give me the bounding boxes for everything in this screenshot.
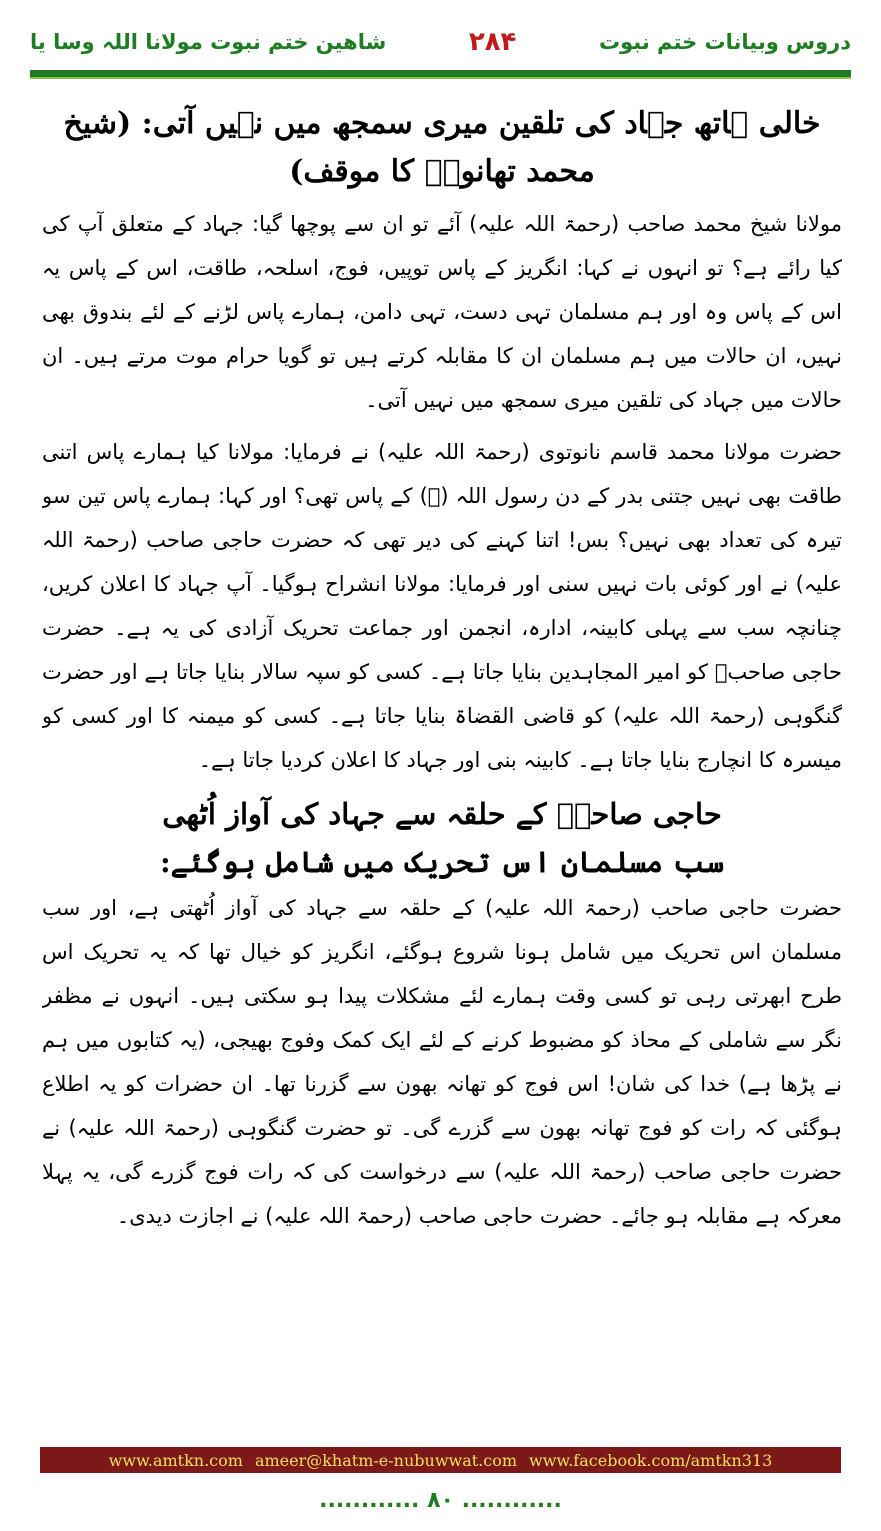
paragraph: حضرت مولانا محمد قاسم نانوتوی (رحمۃ اللہ علیہ) نے فرمایا: مولانا کیا ہمارے پاس اتنی طاقت بھی نہیں جتنی بدر کے دن رسول اللہ (ﷺ) کے پاس تھی؟ اور کہا: ہمارے پاس تین سو تیرہ کی تعداد بھی نہیں؟ بس! اتنا کہنے کی دیر تھی کہ حضرت حاجی صاحب (رحمۃ اللہ علیہ) نے اور کوئی بات نہیں سنی اور فرمایا: مولانا انشراح ہوگیا۔ آپ جہاد کا اعلان کریں، چنانچہ سب سے پہلی کابینہ، ادارہ، انجمن اور جماعت تحریک آزادی کی یہ ہے۔ حضرت حاجی صاحبؒ کو امیر المجاہدین بنایا جاتا ہے۔ کسی کو سپہ سالار بنایا جاتا ہے اور حضرت گنگوہی (رحمۃ اللہ علیہ) کو قاضی القضاۃ بنایا جاتا ہے۔ کسی کو میمنہ کا اور کسی کو میسرہ کا انچارج بنایا جاتا ہے۔ کابینہ بنی اور جہاد کا اعلان کردیا جاتا ہے۔ xyxy=(42,440,842,772)
footer-bar xyxy=(40,1447,841,1473)
facebook-link[interactable]: www.facebook.com/amtkn313 xyxy=(529,1450,773,1470)
paragraph: حضرت حاجی صاحب (رحمۃ اللہ علیہ) کے حلقہ سے جہاد کی آواز اُٹھتی ہے، اور سب مسلمان اس تحریک میں شامل ہونا شروع ہوگئے، انگریز کو خیال تھا کہ یہ تحریک اس طرح ابھرتی رہی تو کسی وقت ہمارے لئے مشکلات پیدا ہو سکتی ہیں۔ انہوں نے مظفر نگر سے شاملی کے محاذ کو مضبوط کرنے کے لئے ایک کمک وفوج بھیجی، (یہ کتابوں میں ہم نے پڑھا ہے) خدا کی شان! اس فوج کو تھانہ بھون سے گزرنا تھا۔ ان حضرات کو یہ اطلاع ہوگئی کہ رات کو فوج تھانہ بھون سے گزرے گی۔ تو حضرت گنگوہی (رحمۃ اللہ علیہ) نے حضرت حاجی صاحب (رحمۃ اللہ علیہ) سے درخواست کی کہ رات فوج گزرے گی، یہ پہلا معرکہ ہے مقابلہ ہو جائے۔ حضرت حاجی صاحب (رحمۃ اللہ علیہ) نے اجازت دیدی۔ xyxy=(42,896,842,1228)
sub-heading-line-2: سب مسلمان اس تحریک میں شامل ہوگئے: xyxy=(159,845,725,879)
book-title: دروس وبیانات ختم نبوت xyxy=(599,30,851,54)
header-divider xyxy=(30,70,851,79)
section-heading: خالی ہاتھ جہاد کی تلقین میری سمجھ میں نہیں آتی: (شیخ محمد تھانویؒ کا موقف) xyxy=(63,106,821,189)
author-name: شاھین ختم نبوت مولانا اللہ وسا یا xyxy=(30,30,387,54)
page-header xyxy=(30,22,851,62)
book-page-number: ۲۸۴ xyxy=(468,27,517,57)
website-link[interactable]: www.amtkn.com xyxy=(108,1450,243,1470)
email-link[interactable]: ameer@khatm-e-nubuwwat.com xyxy=(254,1450,518,1470)
page-body xyxy=(42,100,842,1430)
pdf-page-number: ............ ۸۰ ............ xyxy=(319,1488,562,1513)
paragraph: مولانا شیخ محمد صاحب (رحمۃ اللہ علیہ) آئے تو ان سے پوچھا گیا: جہاد کے متعلق آپ کی کیا رائے ہے؟ تو انہوں نے کہا: انگریز کے پاس توپیں، فوج، اسلحہ، طاقت، اس کے پاس یہ اس کے پاس وہ اور ہم مسلمان تہی دست، تہی دامن، ہمارے پاس لڑنے کے لئے بندوق بھی نہیں، ان حالات میں ہم مسلمان ان کا مقابلہ کرتے ہیں تو گویا حرام موت مرتے ہیں۔ ان حالات میں جہاد کی تلقین میری سمجھ میں نہیں آتی۔ xyxy=(42,212,842,412)
sub-heading-line-1: حاجی صاحبؒ کے حلقہ سے جہاد کی آواز اُٹھی xyxy=(162,797,722,831)
